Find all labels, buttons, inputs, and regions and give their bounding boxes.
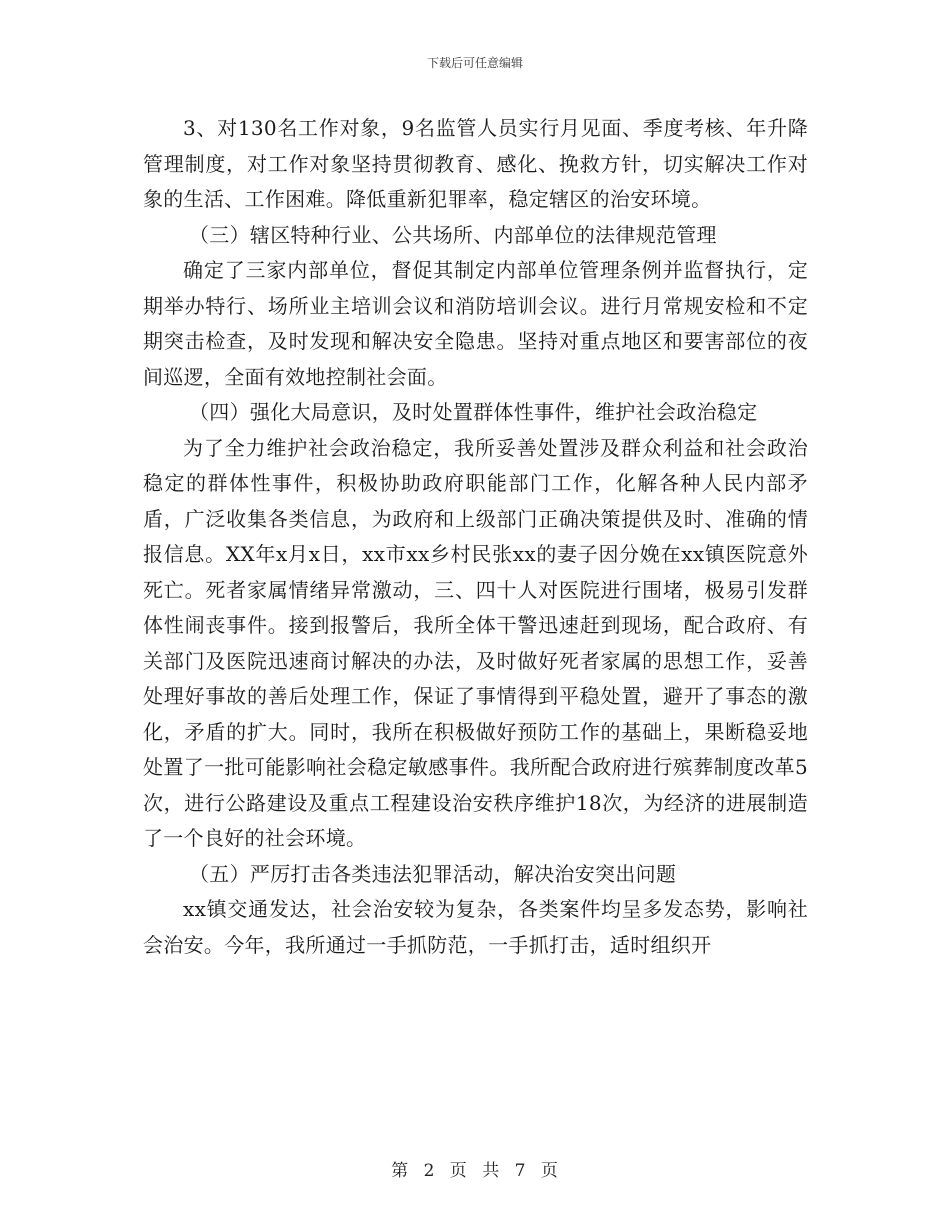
footer-suffix: 页 xyxy=(540,1161,559,1181)
page-footer xyxy=(0,1156,950,1181)
total-page-number: 7 xyxy=(514,1161,527,1181)
paragraph-item-3: 3、对130名工作对象，9名监管人员实行月见面、季度考核、年升降管理制度，对工作对象坚持贯彻教育、感化、挽救方针，切实解决工作对象的生活、工作困难。降低重新犯罪率，稳定辖区的治安环境。 xyxy=(143,116,808,211)
footer-prefix: 第 xyxy=(391,1161,410,1181)
paragraph-section-5: xx镇交通发达，社会治安较为复杂，各类案件均呈多发态势，影响社会治安。今年，我所通过一手抓防范，一手抓打击，适时组织开 xyxy=(143,897,808,957)
document-body xyxy=(143,111,808,963)
section-heading-3: （三）辖区特种行业、公共场所、内部单位的法律规范管理 xyxy=(189,222,717,247)
footer-page-word: 页 xyxy=(449,1161,468,1181)
section-heading-4: （四）强化大局意识，及时处置群体性事件，维护社会政治稳定 xyxy=(189,400,758,424)
paragraph-section-3: 确定了三家内部单位，督促其制定内部单位管理条例并监督执行，定期举办特行、场所业主培训会议和消防培训会议。进行月常规安检和不定期突击检查，及时发现和解决安全隐患。坚持对重点地区和要害部位的夜间巡逻，全面有效地控制社会面。 xyxy=(143,258,808,389)
header-note: 下载后可任意编辑 xyxy=(426,56,523,70)
current-page-number: 2 xyxy=(423,1161,436,1181)
section-heading-5: （五）严厉打击各类违法犯罪活动，解决治安突出问题 xyxy=(189,861,677,886)
footer-total-word: 共 xyxy=(482,1161,501,1181)
paragraph-section-4: 为了全力维护社会政治稳定，我所妥善处置涉及群众利益和社会政治稳定的群体性事件，积极协助政府职能部门工作，化解各种人民内部矛盾，广泛收集各类信息，为政府和上级部门正确决策提供及时、准确的情报信息。XX年x月x日，xx市xx乡村民张xx的妻子因分娩在xx镇医院意外死亡。死者家属情绪异常激动，三、四十人对医院进行围堵，极易引发群体性闹丧事件。接到报警后，我所全体干警迅速赶到现场，配合政府、有关部门及医院迅速商讨解决的办法，及时做好死者家属的思想工作，妥善处理好事故的善后处理工作，保证了事情得到平稳处置，避开了事态的激化，矛盾的扩大。同时，我所在积极做好预防工作的基础上，果断稳妥地处置了一批可能影响社会稳定敏感事件。我所配合政府进行殡葬制度改革5次，进行公路建设及重点工程建设治安秩序维护18次，为经济的进展制造了一个良好的社会环境。 xyxy=(143,435,808,850)
